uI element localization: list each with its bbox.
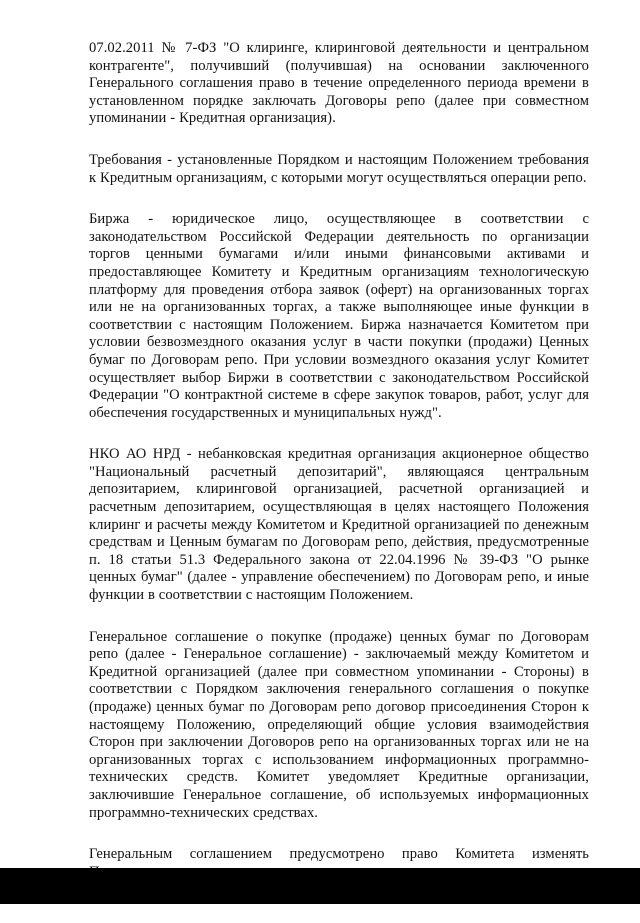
paragraph-general-agreement-definition: Генеральное соглашение о покупке (продаже) ценных бумаг по Договорам репо (далее - Генеральное соглашение) - заключаемый между Комитетом и Кредитной организацией (далее при совместном упоминании - Стороны) в соответствии с Порядком заключения генерального соглашения о покупке (продаже) ценных бумаг по Договорам репо договор присоединения Сторон к настоящему Положению, определяющий общие условия взаимодействия Сторон при заключении Договоров репо на организованных торгах или не на организованных торгах с использованием информационных программно-технических средств. Комитет уведомляет Кредитные организации, заключившие Генеральное соглашение, об используемых информационных программно-технических средствах. (89, 628, 589, 821)
paragraph-amendment-right: Генеральным соглашением предусмотрено право Комитета изменять (89, 846, 589, 863)
document-body (89, 40, 589, 923)
scan-bottom-border (0, 868, 640, 904)
paragraph-exchange-definition: Биржа - юридическое лицо, осуществляющее в соответствии с законодательством Российской Федерации деятельность по организации торгов ценными бумагами и/или иными финансовыми активами и предоставляющее Комитету и Кредитным организациям технологическую платформу для проведения отбора заявок (оферт) на организованных торгах или не на организованных торгах, а также выполняющее иные функции в соответствии с настоящим Положением. Биржа назначается Комитетом при условии безвозмездного оказания услуг в части покупки (продажи) Ценных бумаг по Договорам репо. При условии возмездного оказания услуг Комитет осуществляет выбор Биржи в соответствии с законодательством Российской Федерации "О контрактной системе в сфере закупок товаров, работ, услуг для обеспечения государственных и муниципальных нужд". (89, 211, 589, 421)
paragraph-requirements-definition: Требования - установленные Порядком и настоящим Положением требования к Кредитным организациям, с которыми могут осуществляться операции репо. (89, 151, 589, 186)
paragraph-organization-definition: 07.02.2011 № 7-ФЗ "О клиринге, клиринговой деятельности и центральном контрагенте", получивший (получившая) на основании заключенного Генерального соглашения право в течение определенного периода времени в установленном порядке заключать Договоры репо (далее при совместном упоминании - Кредитная организация). (89, 40, 589, 127)
paragraph-nsd-definition: НКО АО НРД - небанковская кредитная организация акционерное общество "Национальный расчетный депозитарий", являющаяся центральным депозитарием, клиринговой организацией, расчетной организацией и расчетным депозитарием, осуществляющая в целях настоящего Положения клиринг и расчеты между Комитетом и Кредитной организацией по денежным средствам и Ценным бумагам по Договорам репо, действия, предусмотренные п. 18 статьи 51.3 Федерального закона от 22.04.1996 № 39-ФЗ "О рынке ценных бумаг" (далее - управление обеспечением) по Договорам репо, и иные функции в соответствии с настоящим Положением. (89, 446, 589, 604)
